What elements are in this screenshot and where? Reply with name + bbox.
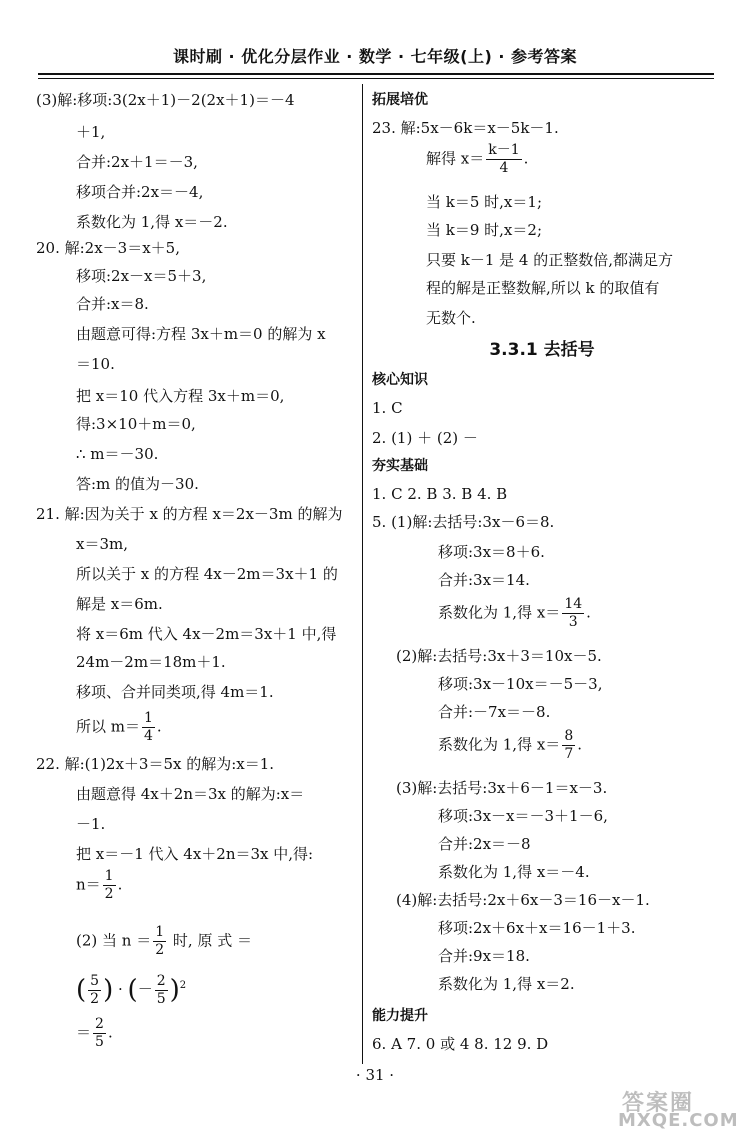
column-divider: [362, 84, 363, 1064]
fraction-2-5-result: $\frac{2}{5}$: [95, 1016, 104, 1050]
fraction-k-minus-1-over-4: $\frac{k-1}{4}$: [488, 142, 520, 176]
q22-line8: ＝ $\frac{2}{5}$ .: [76, 1016, 113, 1050]
fraction-14-3: $\frac{14}{3}$: [564, 596, 583, 630]
fraction-2-5: $\frac{2}{5}$: [156, 972, 166, 1007]
q5-2-line2: 移项:3x－10x＝－5－3,: [438, 675, 603, 693]
q5-1-line1: 5. (1)解:去括号:3x－6＝8.: [372, 513, 555, 531]
fraction-1-2: $\frac{1}{2}$: [104, 868, 114, 902]
q23-line3: 当 k＝5 时,x＝1;: [426, 193, 542, 211]
q5-4-line4: 系数化为 1,得 x＝2.: [438, 975, 575, 993]
q21-line5: 将 x＝6m 代入 4x－2m＝3x＋1 中,得: [76, 625, 337, 643]
q21-line2: x＝3m,: [76, 535, 128, 553]
header-rule-thin: [38, 78, 714, 79]
answer-1: 1. C: [372, 399, 403, 417]
q21-line7: 移项、合并同类项,得 4m＝1.: [76, 683, 274, 701]
q5-3-line1: (3)解:去括号:3x＋6－1＝x－3.: [396, 779, 608, 797]
q20-line1: 20. 解:2x－3＝x＋5,: [36, 239, 180, 257]
q22-line1: 22. 解:(1)2x＋3＝5x 的解为:x＝1.: [36, 755, 275, 773]
q21-line6: 24m－2m＝18m＋1.: [76, 653, 226, 671]
section-heading-basics: 夯实基础: [372, 458, 428, 474]
watermark-logo: 答案圈 MXQE.COM: [618, 1091, 739, 1131]
header-rule-thick: [38, 73, 714, 75]
section-heading-core: 核心知识: [372, 372, 428, 388]
q20-line2: 移项:2x－x＝5＋3,: [76, 267, 207, 285]
page-header: 课时刷 · 优化分层作业 · 数学 · 七年级(上) · 参考答案: [172, 47, 577, 66]
q5-3-line4: 系数化为 1,得 x＝－4.: [438, 863, 590, 881]
q5-1-line4: 系数化为 1,得 x＝ $\frac{14}{3}$ .: [438, 596, 591, 630]
q5-2-line3: 合并:－7x＝－8.: [438, 703, 551, 721]
q19-3-line1: (3)解:移项:3(2x＋1)－2(2x＋1)＝－4: [36, 91, 295, 109]
q20-line8: ∴ m＝－30.: [76, 445, 159, 463]
q22-line4: 把 x＝－1 代入 4x＋2n＝3x 中,得:: [76, 845, 314, 863]
answers-1-4: 1. C 2. B 3. B 4. B: [372, 485, 508, 503]
q21-line4: 解是 x＝6m.: [76, 595, 163, 613]
q22-line7: ( $\frac{5}{2}$ ) · (－ $\frac{2}{5}$ )$^2$: [76, 972, 187, 1007]
q22-line6: (2) 当 n ＝ $\frac{1}{2}$ 时, 原 式 ＝: [76, 924, 252, 958]
q5-4-line2: 移项:2x＋6x＋x＝16－1＋3.: [438, 919, 636, 937]
fraction-1-2-b: $\frac{1}{2}$: [155, 924, 165, 958]
fraction-8-7: $\frac{8}{7}$: [564, 728, 574, 762]
q23-line6: 程的解是正整数解,所以 k 的取值有: [426, 279, 660, 297]
q20-line6: 把 x＝10 代入方程 3x＋m＝0,: [76, 387, 285, 405]
q21-line8: 所以 m＝ $\frac{1}{4}$ .: [76, 710, 162, 744]
answer-2: 2. (1) ＋ (2) －: [372, 429, 478, 447]
q23-line2: 解得 x＝ $\frac{k-1}{4}$ .: [426, 142, 529, 176]
q21-line1: 21. 解:因为关于 x 的方程 x＝2x－3m 的解为: [36, 505, 343, 523]
q5-4-line1: (4)解:去括号:2x＋6x－3＝16－x－1.: [396, 891, 650, 909]
q19-3-line5: 系数化为 1,得 x＝－2.: [76, 213, 228, 231]
q5-2-line4: 系数化为 1,得 x＝ $\frac{8}{7}$ .: [438, 728, 583, 762]
q19-3-line4: 移项合并:2x＝－4,: [76, 183, 204, 201]
section-heading-extension: 拓展培优: [372, 92, 428, 108]
answers-6-9: 6. A 7. 0 或 4 8. 12 9. D: [372, 1035, 549, 1053]
q22-line5: n＝ $\frac{1}{2}$ .: [76, 868, 123, 902]
q20-line3: 合并:x＝8.: [76, 295, 149, 313]
fraction-5-2: $\frac{5}{2}$: [90, 972, 100, 1007]
q23-line7: 无数个.: [426, 309, 476, 327]
q22-line2: 由题意得 4x＋2n＝3x 的解为:x＝: [76, 785, 305, 803]
q5-3-line2: 移项:3x－x＝－3＋1－6,: [438, 807, 608, 825]
q5-1-line3: 合并:3x＝14.: [438, 571, 530, 589]
q23-line1: 23. 解:5x－6k＝x－5k－1.: [372, 119, 559, 137]
q5-2-line1: (2)解:去括号:3x＋3＝10x－5.: [396, 647, 602, 665]
q20-line7: 得:3×10＋m＝0,: [76, 415, 196, 433]
q22-line3: －1.: [76, 815, 106, 833]
q5-3-line3: 合并:2x＝－8: [438, 835, 531, 853]
q20-line4: 由题意可得:方程 3x＋m＝0 的解为 x: [76, 325, 326, 343]
q5-1-line2: 移项:3x＝8＋6.: [438, 543, 545, 561]
q21-line3: 所以关于 x 的方程 4x－2m＝3x＋1 的: [76, 565, 338, 583]
section-heading-ability: 能力提升: [372, 1008, 428, 1024]
q20-line9: 答:m 的值为－30.: [76, 475, 199, 493]
q19-3-line2: ＋1,: [76, 123, 106, 141]
section-title: 3.3.1 去括号: [489, 340, 595, 360]
q23-line5: 只要 k－1 是 4 的正整数倍,都满足方: [426, 251, 674, 269]
q19-3-line3: 合并:2x＋1＝－3,: [76, 153, 198, 171]
q20-line5: ＝10.: [76, 355, 115, 373]
page-number: · 31 ·: [355, 1066, 395, 1084]
q5-4-line3: 合并:9x＝18.: [438, 947, 530, 965]
fraction-1-4: $\frac{1}{4}$: [144, 710, 153, 744]
q23-line4: 当 k＝9 时,x＝2;: [426, 221, 542, 239]
